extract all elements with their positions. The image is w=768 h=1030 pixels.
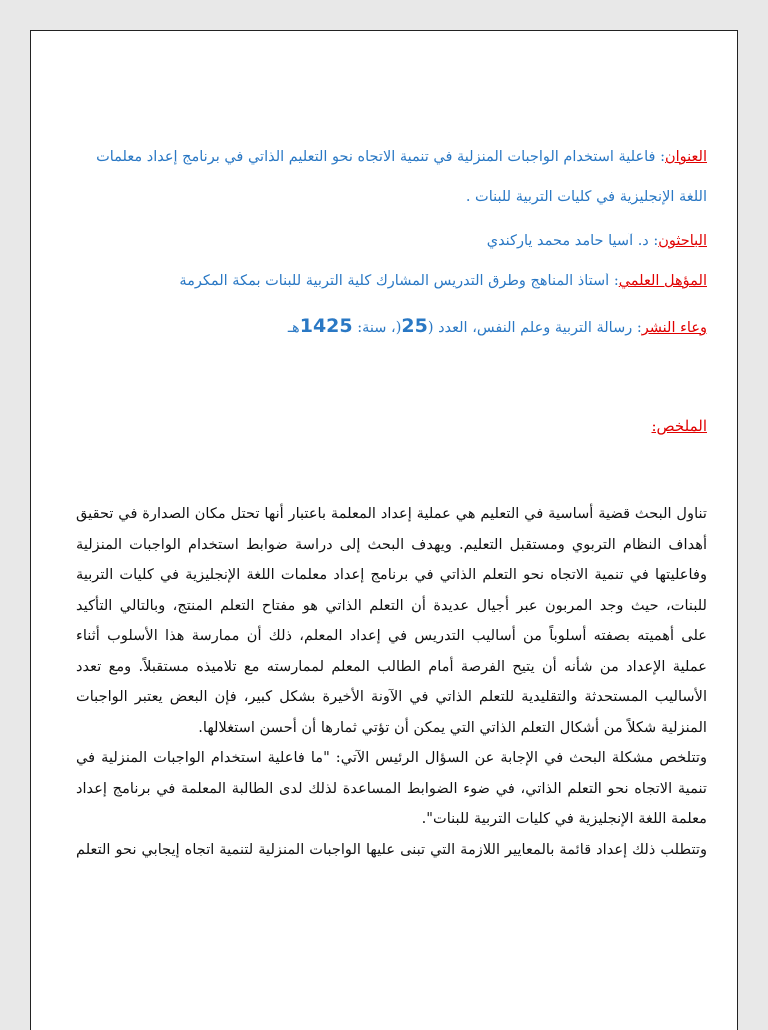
body-line: معلمة اللغة الإنجليزية في كليات التربية للبنات". xyxy=(421,810,707,827)
title-line-2 xyxy=(91,189,707,205)
publication-text: رسالة التربية وعلم النفس، العدد ( xyxy=(427,320,633,336)
body-line: أهداف النظام التربوي ومستقبل التعليم. ويهدف البحث إلى دراسة ضوابط استخدام الواجبات المنزلية xyxy=(76,535,707,553)
researcher-value: د. آسيا حامد محمد ياركندي xyxy=(486,233,649,249)
year-number: 1425 xyxy=(299,315,353,337)
qualification-label: المؤهل العلمي xyxy=(618,273,707,289)
publication-line: وعاء النشر: رسالة التربية وعلم النفس، العدد (25(، سنة: 1425هـ xyxy=(287,315,707,337)
summary-heading: الملخص: xyxy=(651,417,707,435)
qualification-line: المؤهل العلمي: أستاذ المناهج وطرق التدريس المشارك كلية التربية للبنات بمكة المكرمة xyxy=(179,273,707,289)
title-text: فاعلية استخدام الواجبات المنزلية في تنمية الاتجاه نحو التعليم الذاتي في برنامج إعداد معلمات xyxy=(96,149,656,165)
qualification-value: أستاذ المناهج وطرق التدريس المشارك كلية التربية للبنات بمكة المكرمة xyxy=(179,273,610,289)
body-line: تناول البحث قضية أساسية في التعليم هي عملية إعداد المعلمة باعتبار أنها تحتل مكان الصدارة في تحقيق xyxy=(76,505,707,522)
body-line: عملية الإعداد من شأنه أن يتيح الفرصة أمام الطالب المعلم لممارسته مع تلاميذه مستقبلاً. ومع تعدد xyxy=(76,657,707,675)
body-line: وفاعليتها في تنمية الاتجاه نحو التعلم الذاتي في برنامج إعداد معلمات اللغة الإنجليزية في كليات التربية xyxy=(76,566,707,583)
body-line: وتتلخص مشكلة البحث في الإجابة عن السؤال الرئيس الآتي: "ما فاعلية استخدام الواجبات المنزلية في xyxy=(76,749,707,766)
body-line: المنزلية شكلاً من أشكال التعلم الذاتي التي يمكن أن تؤتي ثمارها أن أحسن استغلالها. xyxy=(198,718,707,736)
title-text-continued: اللغة الإنجليزية في كليات التربية للبنات . xyxy=(465,189,707,205)
document-page xyxy=(30,30,738,1030)
researcher-line: الباحثون: د. آسيا حامد محمد ياركندي xyxy=(486,233,707,249)
publication-label: وعاء النشر xyxy=(641,320,707,336)
issue-number: 25 xyxy=(401,315,428,337)
title-label: العنوان xyxy=(665,149,707,165)
year-suffix: هـ xyxy=(287,320,300,336)
researcher-label: الباحثون xyxy=(658,233,707,249)
year-text: (، سنة: xyxy=(352,320,402,336)
title-line-1: العنوان: فاعلية استخدام الواجبات المنزلية في تنمية الاتجاه نحو التعليم الذاتي في برنامج إعداد معلمات xyxy=(96,149,707,165)
body-line: على أهميته بصفته أسلوباً من أساليب التدريس في إعداد المعلم، ذلك أن ممارسة هذا الأسلوب أثناء xyxy=(76,627,707,644)
body-line: الأساليب المستحدثة والتقليدية للتعلم الذاتي في الآونة الأخيرة بشكل كبير، فإن البعض يعتبر الواجبات xyxy=(76,688,707,705)
body-line: تنمية الاتجاه نحو التعلم الذاتي، في ضوء الضوابط المساعدة لذلك لدى الطالبة المعلمة في برنامج إعداد xyxy=(76,779,707,797)
body-line: للبنات، حيث وجد المربون عبر أجيال عديدة أن التعلم الذاتي هو مفتاح التعلم المنتج، وبالتالي التأكيد xyxy=(76,596,707,614)
summary-body xyxy=(76,499,707,865)
body-line: وتتطلب ذلك إعداد قائمة بالمعايير اللازمة التي تبنى عليها الواجبات المنزلية لتنمية اتجاه إيجابي نحو التعلم xyxy=(76,840,707,858)
